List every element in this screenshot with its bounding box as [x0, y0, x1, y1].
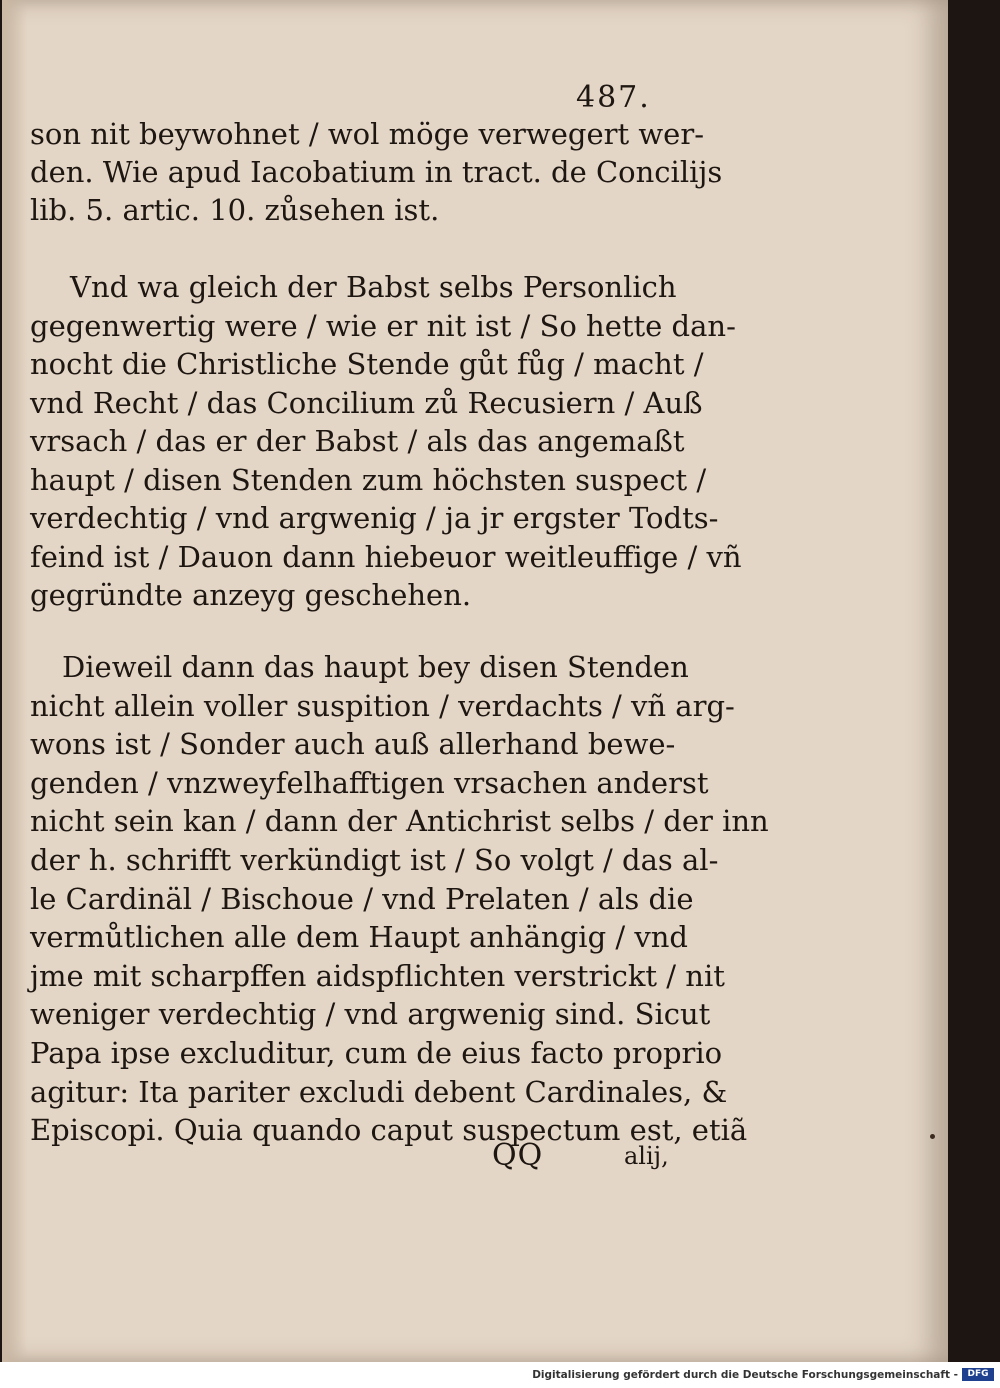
catchword: alij, — [624, 1142, 669, 1170]
text-line: Papa ipse excluditur, cum de eius facto proprio — [30, 1036, 723, 1070]
signature-mark: QQ — [492, 1138, 544, 1173]
text-line: vrsach / das er der Babst / als das angemaßt — [30, 424, 685, 458]
text-line: den. Wie apud Iacobatium in tract. de Concilijs — [30, 155, 723, 189]
text-line: vermůtlichen alle dem Haupt anhängig / vnd — [30, 920, 688, 955]
text-line: haupt / disen Stenden zum höchsten suspect / — [30, 462, 707, 497]
text-line: vnd Recht / das Concilium zů Recusiern / Auß — [30, 385, 703, 420]
footer-credit: Digitalisierung gefördert durch die Deutsche Forschungsgemeinschaft - — [532, 1369, 958, 1381]
page-number: 487. — [576, 80, 651, 115]
text-line: der h. schrifft verkündigt ist / So volgt / das al- — [30, 843, 719, 877]
text-line: genden / vnzweyfelhafftigen vrsachen anderst — [30, 765, 709, 800]
text-line: wons ist / Sonder auch auß allerhand bewe- — [30, 727, 676, 762]
text-line: gegenwertig were / wie er nit ist / So hette dan- — [30, 308, 736, 343]
text-line: weniger verdechtig / vnd argwenig sind. Sicut — [30, 997, 711, 1032]
book-page — [2, 0, 948, 1362]
text-line: agitur: Ita pariter excludi debent Cardinales, & — [30, 1074, 728, 1109]
text-line: le Cardinäl / Bischoue / vnd Prelaten / als die — [30, 881, 694, 916]
text-line: lib. 5. artic. 10. zůsehen ist. — [30, 193, 440, 227]
text-line: Episcopi. Quia quando caput suspectum est, etiã — [30, 1113, 748, 1148]
text-line: Vnd wa gleich der Babst selbs Personlich — [70, 270, 677, 304]
text-line: Dieweil dann das haupt bey disen Stenden — [62, 650, 689, 684]
text-line: nocht die Christliche Stende gůt fůg / macht / — [30, 347, 704, 381]
dfg-logo-icon: DFG — [962, 1368, 994, 1381]
footer-bar — [0, 1362, 1000, 1388]
paper-speck — [930, 1134, 935, 1139]
text-line: nicht sein kan / dann der Antichrist selbs / der inn — [30, 804, 769, 839]
page-fold-shadow — [2, 0, 28, 1362]
text-line: feind ist / Dauon dann hiebeuor weitleuffige / vñ — [30, 539, 742, 574]
text-line: verdechtig / vnd argwenig / ja jr ergster Todts- — [30, 501, 719, 535]
text-line: jme mit scharpffen aidspflichten verstrickt / nit — [30, 958, 725, 993]
text-line: son nit beywohnet / wol möge verwegert wer- — [30, 117, 705, 151]
text-line: gegründte anzeyg geschehen. — [30, 578, 472, 612]
text-line: nicht allein voller suspition / verdachts / vñ arg- — [30, 688, 735, 723]
